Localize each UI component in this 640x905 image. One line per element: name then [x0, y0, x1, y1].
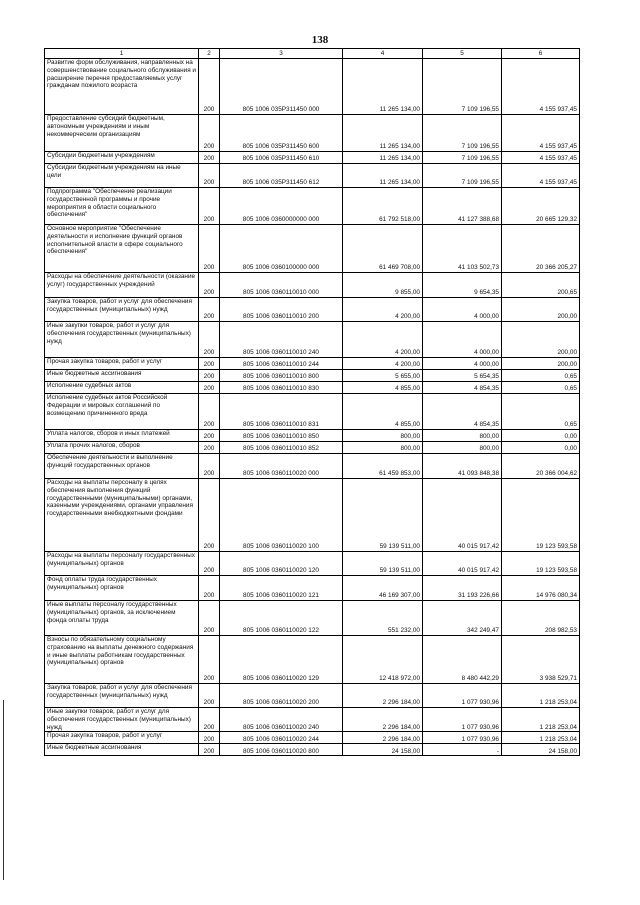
- table-row: [45, 225, 580, 273]
- row-executed: 5 654,35: [423, 370, 502, 382]
- row-remainder: 20 366 205,27: [502, 225, 580, 273]
- row-remainder: 4 155 937,45: [502, 59, 580, 115]
- table-row: [45, 684, 580, 708]
- row-remainder: 4 155 937,45: [502, 115, 580, 152]
- table-row: [45, 115, 580, 152]
- row-executed: 800,00: [423, 442, 502, 454]
- row-plan: 2 296 184,00: [343, 708, 423, 732]
- row-kbk: 805 1006 0360110020 200: [220, 684, 343, 708]
- row-plan: 4 200,00: [343, 298, 423, 322]
- row-remainder: 0,00: [502, 442, 580, 454]
- row-remainder: 200,65: [502, 273, 580, 298]
- row-remainder: 0,65: [502, 382, 580, 394]
- page-number: 138: [311, 34, 329, 46]
- row-executed: 41 103 502,73: [423, 225, 502, 273]
- row-kbk: 805 1006 0360110020 129: [220, 636, 343, 684]
- row-kbk: 805 1006 0360100000 000: [220, 225, 343, 273]
- row-code: 200: [199, 479, 220, 552]
- row-executed: 40 015 917,42: [423, 479, 502, 552]
- row-code: 200: [199, 394, 220, 430]
- row-kbk: 805 1006 035P311450 600: [220, 115, 343, 152]
- row-plan: 800,00: [343, 430, 423, 442]
- row-name: Основное мероприятие "Обеспечение деятельности и исполнение функций органов исполнительной власти в сфере социального обеспечения": [45, 225, 199, 273]
- row-name: Уплата налогов, сборов и иных платежей: [45, 430, 199, 442]
- row-executed: 4 000,00: [423, 298, 502, 322]
- row-remainder: 4 155 937,45: [502, 164, 580, 188]
- row-code: 200: [199, 442, 220, 454]
- row-code: 200: [199, 744, 220, 756]
- row-executed: 800,00: [423, 430, 502, 442]
- row-code: 200: [199, 273, 220, 298]
- row-kbk: 805 1006 0360000000 000: [220, 188, 343, 225]
- row-kbk: 805 1006 0360110020 240: [220, 708, 343, 732]
- row-executed: 342 249,47: [423, 601, 502, 636]
- row-plan: 61 469 708,00: [343, 225, 423, 273]
- row-name: Иные закупки товаров, работ и услуг для обеспечения государственных (муниципальных) нужд: [45, 708, 199, 732]
- row-executed: 41 127 388,68: [423, 188, 502, 225]
- table-row: [45, 273, 580, 298]
- row-remainder: 0,65: [502, 370, 580, 382]
- row-code: 200: [199, 430, 220, 442]
- row-remainder: 14 976 080,34: [502, 576, 580, 601]
- row-remainder: 1 218 253,04: [502, 684, 580, 708]
- row-code: 200: [199, 152, 220, 164]
- table-row: [45, 430, 580, 442]
- table-row: [45, 732, 580, 744]
- row-name: Исполнение судебных актов Российской Федерации и мировых соглашений по возмещению причиненного вреда: [45, 394, 199, 430]
- row-remainder: 0,65: [502, 394, 580, 430]
- row-plan: 61 459 853,00: [343, 454, 423, 479]
- row-remainder: 1 218 253,04: [502, 708, 580, 732]
- row-code: 200: [199, 59, 220, 115]
- row-name: Подпрограмма "Обеспечение реализации государственной программы и прочие мероприятия в области социального обеспечения": [45, 188, 199, 225]
- row-code: 200: [199, 225, 220, 273]
- row-name: Расходы на выплаты персоналу государственных (муниципальных) органов: [45, 552, 199, 576]
- row-code: 200: [199, 358, 220, 370]
- row-executed: 7 109 196,55: [423, 59, 502, 115]
- table-row: [45, 636, 580, 684]
- row-plan: 11 265 134,00: [343, 59, 423, 115]
- row-remainder: 20 665 129,32: [502, 188, 580, 225]
- table-row: [45, 358, 580, 370]
- row-plan: 11 265 134,00: [343, 152, 423, 164]
- row-plan: 59 139 511,00: [343, 552, 423, 576]
- row-executed: 41 093 848,38: [423, 454, 502, 479]
- row-kbk: 805 1006 0360110010 830: [220, 382, 343, 394]
- row-plan: 2 296 184,00: [343, 684, 423, 708]
- row-plan: 551 232,00: [343, 601, 423, 636]
- row-executed: 31 193 226,66: [423, 576, 502, 601]
- row-name: Исполнение судебных актов: [45, 382, 199, 394]
- row-remainder: 4 155 937,45: [502, 152, 580, 164]
- row-name: Прочая закупка товаров, работ и услуг: [45, 358, 199, 370]
- row-executed: 1 077 930,96: [423, 732, 502, 744]
- header-cell: 1: [45, 49, 199, 59]
- row-kbk: 805 1006 0360110010 240: [220, 322, 343, 358]
- row-kbk: 805 1006 0360110020 120: [220, 552, 343, 576]
- row-plan: 61 792 518,00: [343, 188, 423, 225]
- row-code: 200: [199, 164, 220, 188]
- row-plan: 4 855,00: [343, 382, 423, 394]
- row-code: 200: [199, 708, 220, 732]
- row-remainder: 0,00: [502, 430, 580, 442]
- row-name: Иные бюджетные ассигнования: [45, 370, 199, 382]
- row-executed: 40 015 917,42: [423, 552, 502, 576]
- row-executed: 7 109 196,55: [423, 164, 502, 188]
- table-row: [45, 298, 580, 322]
- row-code: 200: [199, 322, 220, 358]
- table-row: [45, 552, 580, 576]
- row-code: 200: [199, 684, 220, 708]
- row-executed: 4 854,35: [423, 394, 502, 430]
- row-executed: 9 654,35: [423, 273, 502, 298]
- row-executed: -: [423, 744, 502, 756]
- row-code: 200: [199, 454, 220, 479]
- row-executed: 1 077 930,96: [423, 684, 502, 708]
- row-remainder: 19 123 593,58: [502, 479, 580, 552]
- table-row: [45, 442, 580, 454]
- table-row: [45, 576, 580, 601]
- table-row: [45, 188, 580, 225]
- row-name: Закупка товаров, работ и услуг для обеспечения государственных (муниципальных) нужд: [45, 298, 199, 322]
- row-kbk: 805 1006 0360110020 122: [220, 601, 343, 636]
- row-plan: 59 139 511,00: [343, 479, 423, 552]
- row-executed: 7 109 196,55: [423, 152, 502, 164]
- table-header-row: [45, 49, 580, 59]
- row-kbk: 805 1006 0360110010 850: [220, 430, 343, 442]
- row-kbk: 805 1006 035P311450 610: [220, 152, 343, 164]
- row-code: 200: [199, 601, 220, 636]
- header-cell: 3: [220, 49, 343, 59]
- scan-margin-line: [3, 700, 4, 880]
- row-remainder: 200,00: [502, 358, 580, 370]
- row-plan: 5 655,00: [343, 370, 423, 382]
- header-cell: 5: [423, 49, 502, 59]
- row-code: 200: [199, 382, 220, 394]
- row-plan: 11 265 134,00: [343, 115, 423, 152]
- row-name: Иные выплаты персоналу государственных (муниципальных) органов, за исключением фонда оплаты труда: [45, 601, 199, 636]
- row-plan: 11 265 134,00: [343, 164, 423, 188]
- row-plan: 12 418 972,00: [343, 636, 423, 684]
- row-name: Субсидии бюджетным учреждениям: [45, 152, 199, 164]
- budget-table: [44, 48, 580, 756]
- table-row: [45, 454, 580, 479]
- row-executed: 1 077 930,96: [423, 708, 502, 732]
- row-executed: 4 000,00: [423, 322, 502, 358]
- row-kbk: 805 1006 0360110010 852: [220, 442, 343, 454]
- row-plan: 800,00: [343, 442, 423, 454]
- row-executed: 8 480 442,29: [423, 636, 502, 684]
- row-remainder: 200,00: [502, 322, 580, 358]
- row-plan: 4 200,00: [343, 322, 423, 358]
- table-row: [45, 370, 580, 382]
- row-name: Развитие форм обслуживания, направленных на совершенствование социального обслуживания и расширение перечня предоставляемых услуг гражданам пожилого возраста: [45, 59, 199, 115]
- row-name: Фонд оплаты труда государственных (муниципальных) органов: [45, 576, 199, 601]
- row-kbk: 805 1006 0360110020 121: [220, 576, 343, 601]
- row-kbk: 805 1006 0360110020 244: [220, 732, 343, 744]
- row-kbk: 805 1006 0360110020 000: [220, 454, 343, 479]
- row-code: 200: [199, 636, 220, 684]
- table-row: [45, 394, 580, 430]
- row-code: 200: [199, 732, 220, 744]
- row-name: Расходы на обеспечение деятельности (оказание услуг) государственных учреждений: [45, 273, 199, 298]
- table-row: [45, 322, 580, 358]
- table-row: [45, 164, 580, 188]
- row-code: 200: [199, 370, 220, 382]
- row-remainder: 20 366 004,62: [502, 454, 580, 479]
- row-kbk: 805 1006 0360110010 244: [220, 358, 343, 370]
- header-cell: 6: [502, 49, 580, 59]
- row-plan: 2 296 184,00: [343, 732, 423, 744]
- row-remainder: 3 938 529,71: [502, 636, 580, 684]
- row-kbk: 805 1006 0360110020 800: [220, 744, 343, 756]
- table-row: [45, 382, 580, 394]
- row-kbk: 805 1006 035P311450 612: [220, 164, 343, 188]
- row-plan: 24 158,00: [343, 744, 423, 756]
- row-remainder: 19 123 593,58: [502, 552, 580, 576]
- row-name: Взносы по обязательному социальному страхованию на выплаты денежного содержания и иные выплаты работникам государственных (муниципальных) органов: [45, 636, 199, 684]
- row-name: Обеспечение деятельности и выполнение функций государственных органов: [45, 454, 199, 479]
- header-cell: 4: [343, 49, 423, 59]
- row-kbk: 805 1006 0360110010 800: [220, 370, 343, 382]
- header-cell: 2: [199, 49, 220, 59]
- table-row: [45, 479, 580, 552]
- row-code: 200: [199, 188, 220, 225]
- table-row: [45, 152, 580, 164]
- row-name: Закупка товаров, работ и услуг для обеспечения государственных (муниципальных) нужд: [45, 684, 199, 708]
- row-kbk: 805 1006 0360110010 200: [220, 298, 343, 322]
- row-executed: 4 854,35: [423, 382, 502, 394]
- table-body: [45, 59, 580, 756]
- row-plan: 46 169 307,00: [343, 576, 423, 601]
- row-name: Расходы на выплаты персоналу в целях обеспечения выполнения функций государственными (муниципальными) органами, казенными учреждениями, органами управления государственными внебюджетными фондами: [45, 479, 199, 552]
- row-kbk: 805 1006 0360110010 000: [220, 273, 343, 298]
- row-plan: 4 200,00: [343, 358, 423, 370]
- row-remainder: 208 982,53: [502, 601, 580, 636]
- table-row: [45, 708, 580, 732]
- table-row: [45, 59, 580, 115]
- row-name: Иные закупки товаров, работ и услуг для обеспечения государственных (муниципальных) нужд: [45, 322, 199, 358]
- row-executed: 7 109 196,55: [423, 115, 502, 152]
- row-name: Иные бюджетные ассигнования: [45, 744, 199, 756]
- row-remainder: 1 218 253,04: [502, 732, 580, 744]
- table-row: [45, 744, 580, 756]
- row-name: Субсидии бюджетным учреждениям на иные цели: [45, 164, 199, 188]
- row-plan: 9 855,00: [343, 273, 423, 298]
- row-executed: 4 000,00: [423, 358, 502, 370]
- row-name: Предоставление субсидий бюджетным, автономным учреждениям и иным некоммерческим организациям: [45, 115, 199, 152]
- row-plan: 4 855,00: [343, 394, 423, 430]
- row-remainder: 200,00: [502, 298, 580, 322]
- row-code: 200: [199, 552, 220, 576]
- row-kbk: 805 1006 035P311450 000: [220, 59, 343, 115]
- row-code: 200: [199, 115, 220, 152]
- row-kbk: 805 1006 0360110020 100: [220, 479, 343, 552]
- row-name: Прочая закупка товаров, работ и услуг: [45, 732, 199, 744]
- row-remainder: 24 158,00: [502, 744, 580, 756]
- row-code: 200: [199, 576, 220, 601]
- row-name: Уплата прочих налогов, сборов: [45, 442, 199, 454]
- table-row: [45, 601, 580, 636]
- row-code: 200: [199, 298, 220, 322]
- row-kbk: 805 1006 0360110010 831: [220, 394, 343, 430]
